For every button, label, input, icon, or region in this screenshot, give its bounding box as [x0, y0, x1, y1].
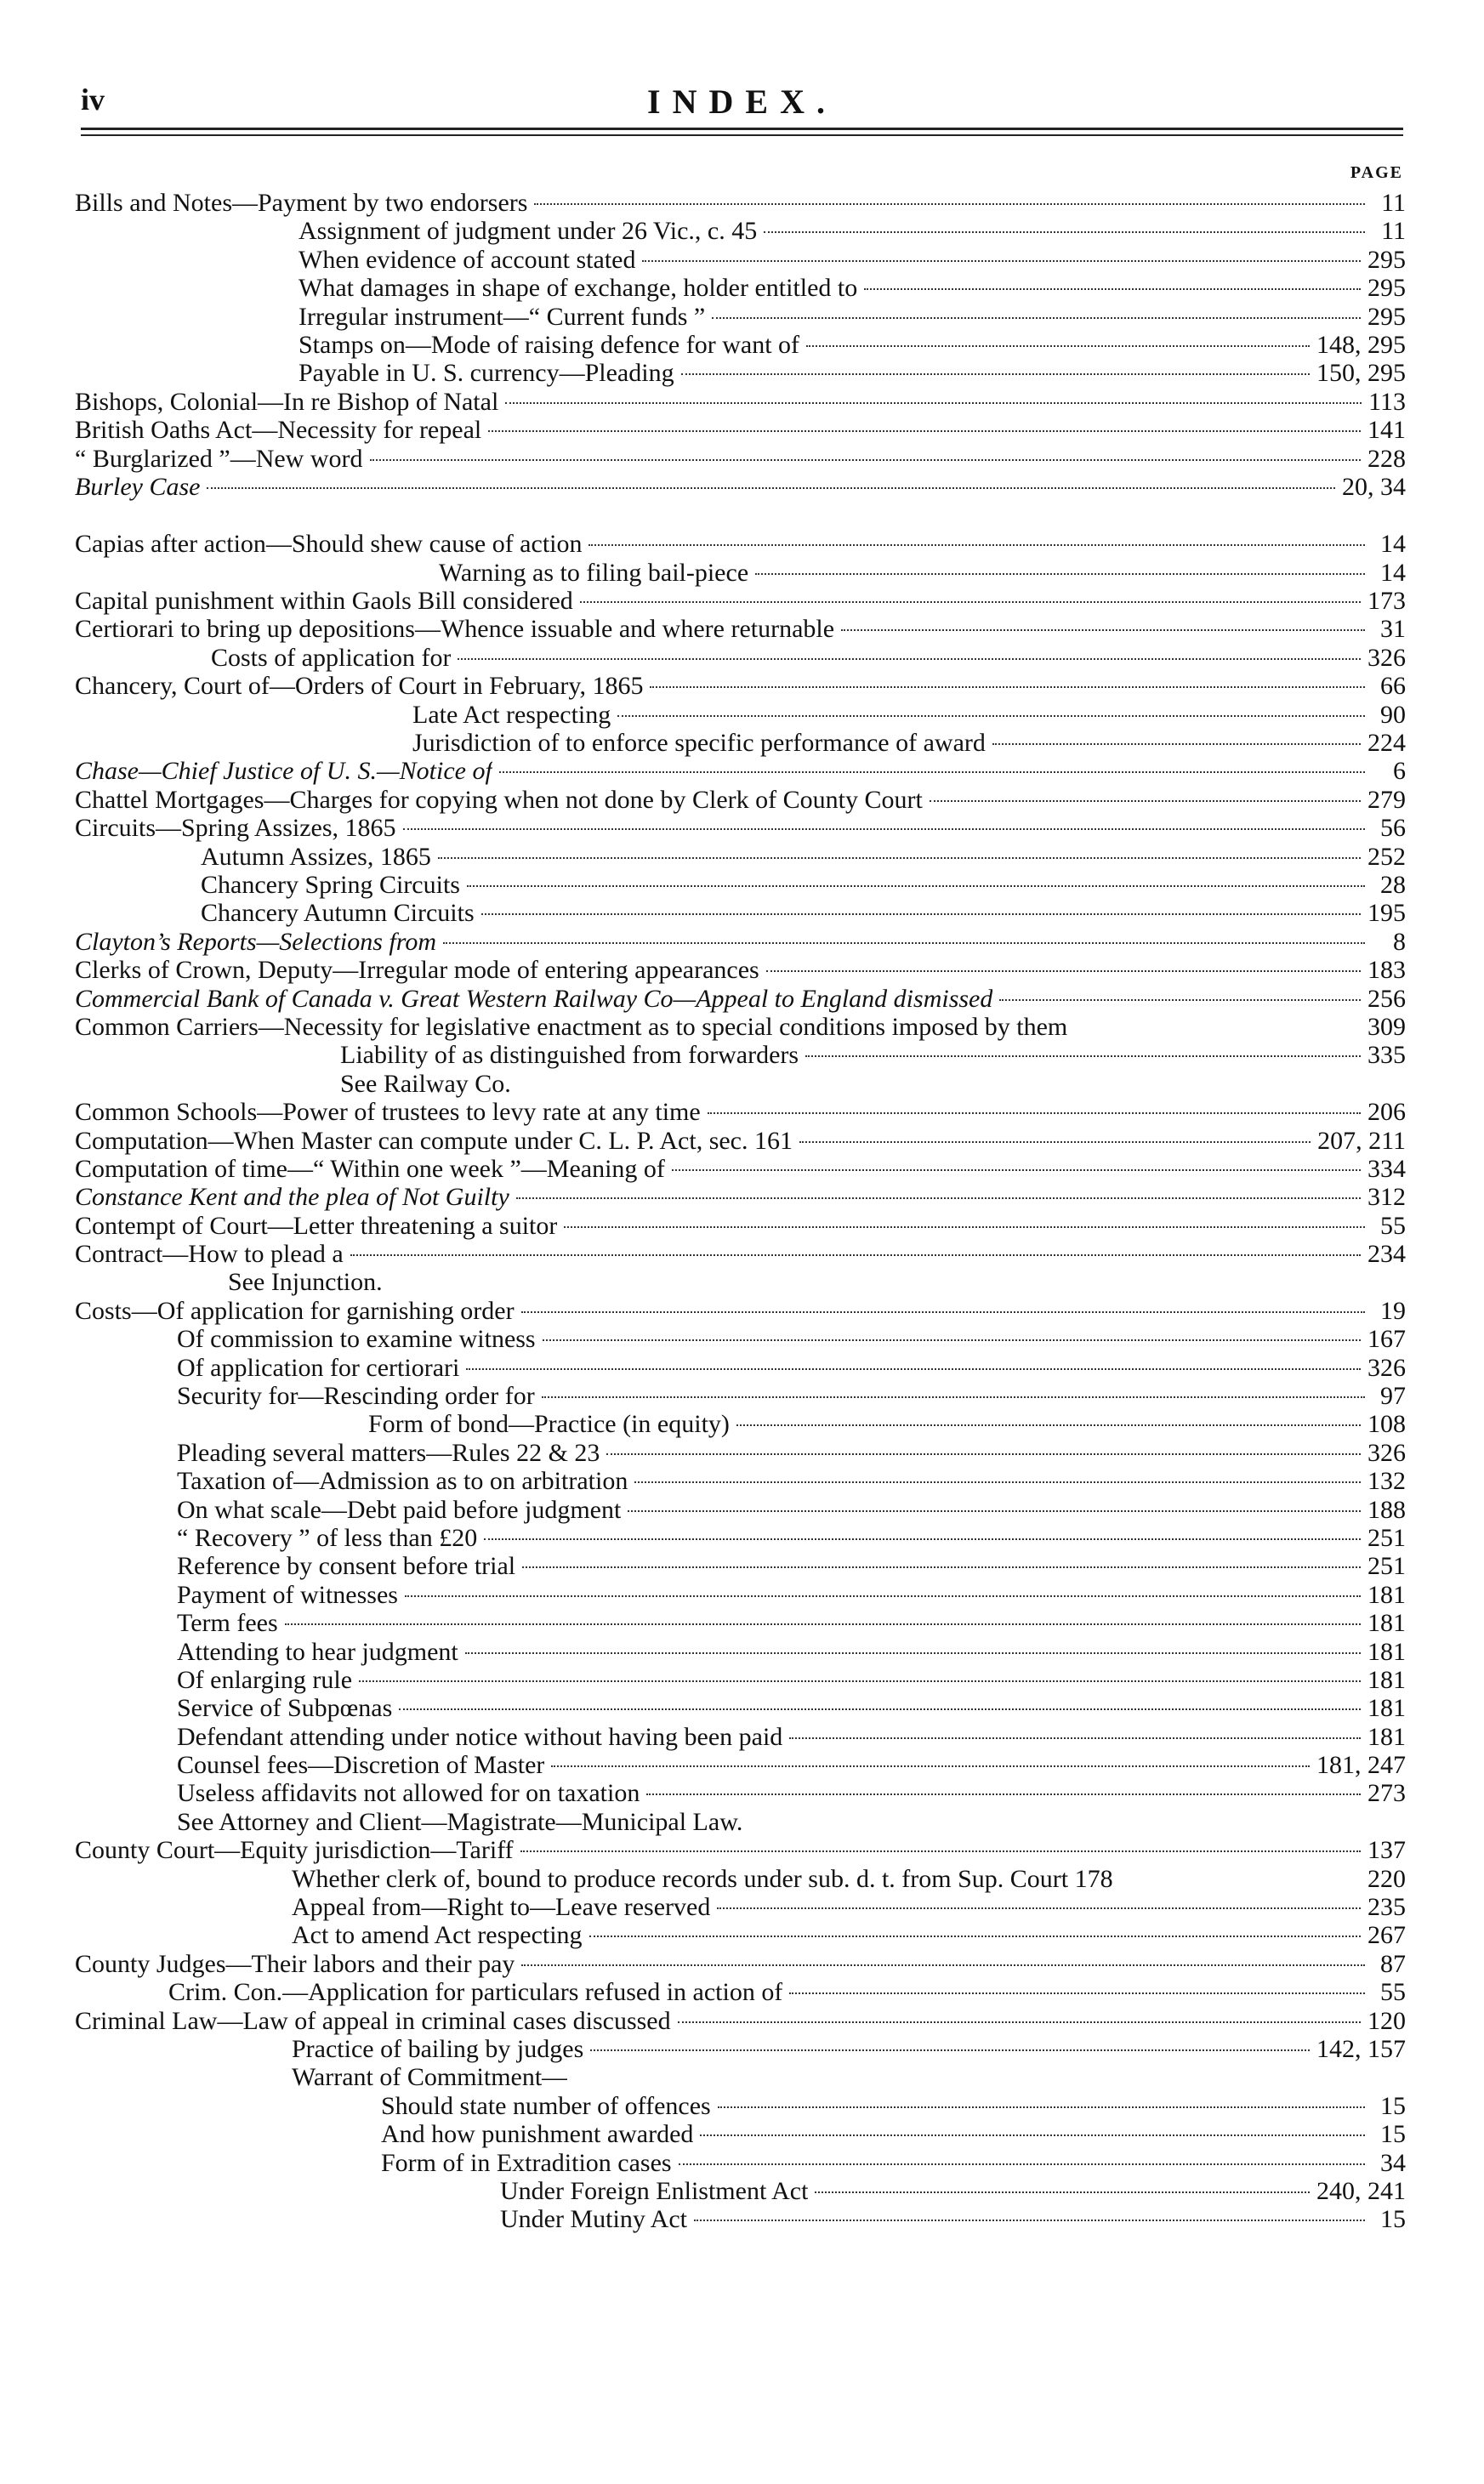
- index-entry: [75, 1581, 1406, 1609]
- index-entry-text: Contempt of Court—Letter threatening a suitor: [75, 1211, 558, 1240]
- dot-leader: [443, 942, 1365, 944]
- index-entry: [75, 1950, 1406, 1978]
- index-entry-text: Burley Case: [75, 472, 201, 501]
- index-entry-text: Form of in Extradition cases: [381, 2148, 672, 2177]
- dot-leader: [534, 203, 1365, 205]
- index-entry-text: Defendant attending under notice without having been paid: [177, 1722, 783, 1751]
- index-entry-text: Under Mutiny Act: [500, 2205, 687, 2234]
- dot-leader: [488, 430, 1361, 432]
- index-entry: [75, 899, 1406, 927]
- index-entry-page: 279: [1367, 785, 1406, 814]
- dot-leader: [516, 1197, 1361, 1199]
- index-entry: [75, 956, 1406, 984]
- index-entry: [75, 1127, 1406, 1155]
- index-entry: [75, 1382, 1406, 1410]
- dot-leader: [589, 1935, 1361, 1937]
- dot-leader: [642, 260, 1361, 262]
- dot-leader: [465, 1652, 1361, 1654]
- index-entry: [75, 672, 1406, 700]
- index-entry: [75, 1098, 1406, 1126]
- index-entry: [75, 1212, 1406, 1240]
- index-entry: [75, 701, 1406, 729]
- dot-leader: [438, 857, 1361, 859]
- dot-leader: [634, 1481, 1361, 1483]
- index-entry-page: 295: [1367, 245, 1406, 274]
- index-entry-text: Warning as to filing bail-piece: [439, 558, 749, 587]
- index-entry-text: On what scale—Debt paid before judgment: [177, 1495, 622, 1524]
- dot-leader: [628, 1510, 1361, 1512]
- index-entry-page: 87: [1380, 1949, 1406, 1978]
- index-entry-text: Late Act respecting: [412, 700, 611, 729]
- index-entry-text: Taxation of—Admission as to on arbitration: [177, 1467, 628, 1496]
- index-entry-page: 334: [1367, 1154, 1406, 1183]
- index-entry-page: 273: [1367, 1779, 1406, 1808]
- index-entry: [75, 1354, 1406, 1382]
- index-entry-page: 228: [1367, 444, 1406, 473]
- index-entry-page: 20, 34: [1342, 472, 1406, 501]
- index-entry-page: 312: [1367, 1183, 1406, 1212]
- index-entry-page: 66: [1380, 672, 1406, 701]
- index-entry-text: Counsel fees—Discretion of Master: [177, 1751, 545, 1780]
- index-entry-page: 6: [1393, 757, 1406, 786]
- index-entry-text: Security for—Rescinding order for: [177, 1382, 535, 1411]
- index-entry-page: 181: [1367, 1637, 1406, 1666]
- index-entry: [75, 388, 1406, 416]
- index-entry-page: 207, 211: [1317, 1126, 1406, 1155]
- index-entry: [75, 530, 1406, 558]
- dot-leader: [700, 2134, 1365, 2136]
- index-entry-page: 181: [1367, 1665, 1406, 1694]
- index-entry-text: Circuits—Spring Assizes, 1865: [75, 814, 396, 843]
- index-entry: [75, 274, 1406, 302]
- index-entry-page: 181, 247: [1316, 1751, 1406, 1780]
- index-entry-page: 183: [1367, 956, 1406, 985]
- index-entry: [75, 1268, 1406, 1296]
- index-entry: [75, 871, 1406, 899]
- index-entry-text: Assignment of judgment under 26 Vic., c. 45: [299, 217, 758, 246]
- index-entry: [75, 559, 1406, 587]
- index-entry: [75, 1836, 1406, 1864]
- dot-leader: [717, 1907, 1361, 1909]
- index-entry-page: 335: [1367, 1041, 1406, 1070]
- index-entry: [75, 331, 1406, 359]
- index-entry-page: 8: [1393, 927, 1406, 956]
- index-entry: [75, 1496, 1406, 1524]
- index-entry-page: 141: [1367, 416, 1406, 445]
- dot-leader: [708, 1112, 1361, 1114]
- dot-leader: [789, 1737, 1361, 1739]
- index-entry-page: 181: [1367, 1580, 1406, 1609]
- index-entry-text: Pleading several matters—Rules 22 & 23: [177, 1438, 600, 1467]
- index-entry-list: [75, 189, 1406, 2234]
- dot-leader: [458, 658, 1361, 660]
- index-entry-page: 181: [1367, 1694, 1406, 1723]
- index-entry-text: Certiorari to bring up depositions—Whence issuable and where returnable: [75, 615, 835, 644]
- index-entry-page: 224: [1367, 729, 1406, 758]
- dot-leader: [930, 800, 1361, 802]
- dot-leader: [999, 999, 1361, 1001]
- index-entry: [75, 2177, 1406, 2205]
- page-header: [0, 82, 1484, 133]
- index-entry-text: Clerks of Crown, Deputy—Irregular mode of entering appearances: [75, 956, 759, 985]
- dot-leader: [405, 1595, 1361, 1597]
- index-entry-text: Crim. Con.—Application for particulars refused in action of: [168, 1978, 783, 2007]
- page-column-label: PAGE: [1350, 163, 1403, 182]
- dot-leader: [617, 715, 1365, 717]
- dot-leader: [799, 1141, 1311, 1143]
- dot-leader: [520, 1850, 1361, 1852]
- dot-leader: [484, 1538, 1361, 1540]
- index-entry-text: County Court—Equity jurisdiction—Tariff: [75, 1836, 514, 1865]
- index-entry-page: 295: [1367, 274, 1406, 303]
- index-entry: [75, 2205, 1406, 2233]
- dot-leader: [590, 2049, 1310, 2051]
- dot-leader: [789, 1992, 1365, 1994]
- index-entry-page: 173: [1367, 587, 1406, 616]
- index-entry-page: 132: [1367, 1467, 1406, 1496]
- index-entry: [75, 1638, 1406, 1666]
- index-entry: [75, 1524, 1406, 1552]
- page-number: iv: [81, 82, 105, 117]
- dot-leader: [764, 231, 1365, 233]
- index-entry: [75, 615, 1406, 643]
- index-entry-text: Common Carriers—Necessity for legislative enactment as to special conditions imposed by them: [75, 1012, 1068, 1041]
- index-entry-page: 167: [1367, 1325, 1406, 1354]
- index-entry-page: 234: [1367, 1240, 1406, 1269]
- index-entry-page: 206: [1367, 1098, 1406, 1127]
- index-entry-text: Bishops, Colonial—In re Bishop of Natal: [75, 387, 499, 416]
- index-entry-text: See Injunction.: [228, 1268, 383, 1297]
- index-entry-text: Chancery, Court of—Orders of Court in February, 1865: [75, 672, 644, 701]
- index-entry: [75, 1013, 1406, 1041]
- dot-leader: [359, 1680, 1361, 1682]
- index-entry: [75, 1325, 1406, 1353]
- index-entry-text: See Attorney and Client—Magistrate—Municipal Law.: [177, 1807, 743, 1836]
- dot-leader: [543, 1339, 1361, 1341]
- index-entry-page: 309: [1367, 1012, 1406, 1041]
- index-entry: [75, 217, 1406, 245]
- index-entry-page: 195: [1367, 899, 1406, 928]
- dot-leader: [285, 1623, 1361, 1625]
- dot-leader: [564, 1226, 1365, 1228]
- index-entry-text: Irregular instrument—“ Current funds ”: [299, 302, 706, 331]
- index-entry-page: 90: [1380, 700, 1406, 729]
- index-entry: [75, 1183, 1406, 1211]
- index-entry-page: 150, 295: [1316, 359, 1406, 388]
- index-entry-page: 15: [1380, 2120, 1406, 2149]
- index-entry-text: Warrant of Commitment—: [292, 2063, 568, 2092]
- index-entry-page: 252: [1367, 842, 1406, 871]
- index-entry: [75, 1893, 1406, 1921]
- index-entry-text: Costs of application for: [211, 643, 452, 672]
- index-entry: [75, 1070, 1406, 1098]
- index-entry-text: Clayton’s Reports—Selections from: [75, 927, 436, 956]
- dot-leader: [580, 601, 1361, 603]
- dot-leader: [766, 970, 1361, 972]
- index-entry-page: 55: [1380, 1211, 1406, 1240]
- index-entry-page: 31: [1380, 615, 1406, 644]
- index-entry-text: Of commission to examine witness: [177, 1325, 536, 1354]
- index-entry: [75, 1041, 1406, 1069]
- index-entry-page: 251: [1367, 1552, 1406, 1581]
- index-entry: [75, 1410, 1406, 1438]
- index-entry: [75, 1609, 1406, 1637]
- index-entry: [75, 729, 1406, 757]
- index-entry: [75, 1723, 1406, 1751]
- page-title: INDEX.: [647, 82, 837, 121]
- index-entry: [75, 1155, 1406, 1183]
- index-entry: [75, 1666, 1406, 1694]
- index-entry-text: British Oaths Act—Necessity for repeal: [75, 416, 482, 445]
- dot-leader: [481, 913, 1361, 915]
- index-entry-page: 220: [1367, 1864, 1406, 1893]
- index-entry-text: Payment of witnesses: [177, 1580, 398, 1609]
- index-entry-text: Appeal from—Right to—Leave reserved: [292, 1893, 711, 1922]
- index-entry-page: 55: [1380, 1978, 1406, 2007]
- index-entry-page: 326: [1367, 1353, 1406, 1382]
- index-entry-text: “ Recovery ” of less than £20: [177, 1523, 478, 1552]
- index-entry: [75, 1751, 1406, 1779]
- index-entry: [75, 359, 1406, 387]
- index-entry-text: Capias after action—Should shew cause of action: [75, 530, 583, 559]
- index-entry: [75, 1921, 1406, 1949]
- index-entry: [75, 2149, 1406, 2177]
- dot-leader: [466, 1368, 1361, 1370]
- index-entry-text: And how punishment awarded: [381, 2120, 694, 2149]
- index-entry: [75, 786, 1406, 814]
- index-entry-page: 295: [1367, 302, 1406, 331]
- dot-leader: [499, 771, 1365, 773]
- dot-leader: [350, 1254, 1361, 1256]
- dot-leader: [521, 1964, 1365, 1966]
- index-entry-text: Chancery Autumn Circuits: [201, 899, 475, 928]
- index-entry-page: 97: [1380, 1382, 1406, 1411]
- index-entry-text: County Judges—Their labors and their pay: [75, 1949, 515, 1978]
- dot-leader: [806, 345, 1310, 347]
- index-entry: [75, 2092, 1406, 2120]
- dot-leader: [542, 1396, 1365, 1398]
- dot-leader: [712, 317, 1361, 319]
- dot-leader: [992, 743, 1361, 745]
- index-entry-page: 11: [1381, 217, 1406, 246]
- dot-leader: [805, 1055, 1361, 1057]
- index-entry: [75, 1978, 1406, 2006]
- dot-leader: [370, 459, 1362, 461]
- index-entry: [75, 587, 1406, 615]
- dot-leader: [755, 573, 1365, 575]
- dot-leader: [678, 2021, 1361, 2023]
- index-entry: [75, 1467, 1406, 1495]
- index-entry: [75, 1808, 1406, 1836]
- index-entry: [75, 2035, 1406, 2063]
- index-entry-text: Under Foreign Enlistment Act: [500, 2176, 809, 2205]
- dot-leader: [403, 828, 1365, 830]
- dot-leader: [815, 2191, 1310, 2193]
- index-entry: [75, 644, 1406, 672]
- index-entry: [75, 189, 1406, 217]
- index-entry: [75, 303, 1406, 331]
- index-entry-text: Computation of time—“ Within one week ”—Meaning of: [75, 1154, 665, 1183]
- index-entry: [75, 2007, 1406, 2035]
- index-entry-text: Liability of as distinguished from forwarders: [340, 1041, 799, 1070]
- index-entry: [75, 1240, 1406, 1268]
- index-entry-page: 142, 157: [1316, 2035, 1406, 2063]
- dot-leader: [207, 487, 1335, 489]
- index-entry-text: Computation—When Master can compute under C. L. P. Act, sec. 161: [75, 1126, 793, 1155]
- dot-leader: [672, 1169, 1361, 1171]
- index-entry: [75, 1694, 1406, 1722]
- index-entry-page: 108: [1367, 1410, 1406, 1439]
- index-entry-text: Criminal Law—Law of appeal in criminal cases discussed: [75, 2006, 671, 2035]
- index-entry: [75, 2063, 1406, 2091]
- index-entry-text: Practice of bailing by judges: [292, 2035, 584, 2063]
- index-entry-page: 14: [1380, 530, 1406, 559]
- index-entry: [75, 814, 1406, 842]
- index-entry-page: 326: [1367, 1438, 1406, 1467]
- index-entry-text: Of enlarging rule: [177, 1665, 353, 1694]
- dot-leader: [864, 288, 1361, 290]
- index-entry: [75, 1865, 1406, 1893]
- index-entry-text: What damages in shape of exchange, holder entitled to: [299, 274, 858, 303]
- index-entry-text: Commercial Bank of Canada v. Great Western Railway Co—Appeal to England dismissed: [75, 984, 993, 1013]
- index-entry-page: 256: [1367, 984, 1406, 1013]
- dot-leader: [646, 1793, 1361, 1795]
- dot-leader: [606, 1453, 1361, 1455]
- index-entry: [75, 1552, 1406, 1580]
- index-entry-page: 251: [1367, 1523, 1406, 1552]
- index-entry-text: Jurisdiction of to enforce specific performance of award: [412, 729, 986, 758]
- dot-leader: [588, 544, 1365, 546]
- index-entry-page: 181: [1367, 1609, 1406, 1638]
- dot-leader: [505, 402, 1362, 404]
- index-entry-text: Form of bond—Practice (in equity): [368, 1410, 730, 1439]
- index-entry: [75, 1779, 1406, 1807]
- index-entry-text: Common Schools—Power of trustees to levy rate at any time: [75, 1098, 701, 1127]
- dot-leader: [681, 373, 1310, 375]
- dot-leader: [521, 1311, 1365, 1313]
- index-entry: [75, 445, 1406, 473]
- index-entry-page: 120: [1367, 2006, 1406, 2035]
- dot-leader: [467, 885, 1365, 887]
- index-entry-text: Chancery Spring Circuits: [201, 870, 460, 899]
- index-entry: [75, 757, 1406, 785]
- dot-leader: [679, 2163, 1365, 2165]
- index-entry-page: 181: [1367, 1722, 1406, 1751]
- index-entry-page: 240, 241: [1316, 2176, 1406, 2205]
- index-entry-text: Chase—Chief Justice of U. S.—Notice of: [75, 757, 492, 786]
- index-entry-text: Contract—How to plead a: [75, 1240, 344, 1269]
- index-entry-text: Useless affidavits not allowed for on taxation: [177, 1779, 640, 1808]
- dot-leader: [694, 2220, 1365, 2221]
- index-entry-page: 14: [1380, 558, 1406, 587]
- index-entry-text: Should state number of offences: [381, 2091, 711, 2120]
- index-entry-text: Chattel Mortgages—Charges for copying when not done by Clerk of County Court: [75, 785, 923, 814]
- index-entry: [75, 2120, 1406, 2148]
- index-entry-page: 113: [1368, 387, 1406, 416]
- index-entry-page: 235: [1367, 1893, 1406, 1922]
- index-entry: [75, 985, 1406, 1013]
- index-entry: [75, 246, 1406, 274]
- index-entry: [75, 473, 1406, 501]
- index-entry: [75, 1297, 1406, 1325]
- index-entry-text: Whether clerk of, bound to produce records under sub. d. t. from Sup. Court 178: [292, 1864, 1113, 1893]
- index-entry-text: See Railway Co.: [340, 1069, 511, 1098]
- dot-leader: [522, 1566, 1361, 1568]
- index-entry: [75, 416, 1406, 444]
- index-entry-text: Act to amend Act respecting: [292, 1921, 583, 1950]
- index-entry-text: Autumn Assizes, 1865: [201, 842, 431, 871]
- index-entry-page: 15: [1380, 2091, 1406, 2120]
- index-entry-text: Payable in U. S. currency—Pleading: [299, 359, 674, 388]
- index-entry-text: Capital punishment within Gaols Bill considered: [75, 587, 573, 616]
- index-entry: [75, 928, 1406, 956]
- index-entry-text: Service of Subpœnas: [177, 1694, 393, 1723]
- dot-leader: [650, 686, 1365, 688]
- index-entry-page: 19: [1380, 1296, 1406, 1325]
- index-entry-page: 148, 295: [1316, 330, 1406, 359]
- header-rule-bottom: [81, 134, 1403, 136]
- index-entry-text: Constance Kent and the plea of Not Guilty: [75, 1183, 509, 1212]
- index-entry-page: 11: [1381, 189, 1406, 217]
- index-entry: [75, 1439, 1406, 1467]
- dot-leader: [718, 2106, 1365, 2108]
- index-entry-page: 28: [1380, 870, 1406, 899]
- dot-leader: [736, 1424, 1361, 1426]
- dot-leader: [841, 629, 1365, 631]
- index-entry-text: Of application for certiorari: [177, 1353, 460, 1382]
- index-entry-text: Bills and Notes—Payment by two endorsers: [75, 189, 528, 217]
- index-entry-text: Stamps on—Mode of raising defence for want of: [299, 330, 800, 359]
- index-entry-text: Costs—Of application for garnishing order: [75, 1296, 515, 1325]
- index-entry-page: 267: [1367, 1921, 1406, 1950]
- index-entry-page: 56: [1380, 814, 1406, 843]
- index-entry-page: 188: [1367, 1495, 1406, 1524]
- dot-leader: [399, 1708, 1361, 1710]
- index-entry-page: 34: [1380, 2148, 1406, 2177]
- index-entry: [75, 843, 1406, 871]
- header-rule-top: [81, 128, 1403, 130]
- index-entry-text: Attending to hear judgment: [177, 1637, 458, 1666]
- index-entry-text: “ Burglarized ”—New word: [75, 444, 363, 473]
- index-entry-text: Term fees: [177, 1609, 278, 1638]
- index-entry-text: When evidence of account stated: [299, 245, 636, 274]
- index-entry-page: 137: [1367, 1836, 1406, 1865]
- dot-leader: [551, 1765, 1310, 1767]
- index-entry-text: Reference by consent before trial: [177, 1552, 516, 1581]
- index-entry-page: 326: [1367, 643, 1406, 672]
- index-entry-page: 15: [1380, 2205, 1406, 2234]
